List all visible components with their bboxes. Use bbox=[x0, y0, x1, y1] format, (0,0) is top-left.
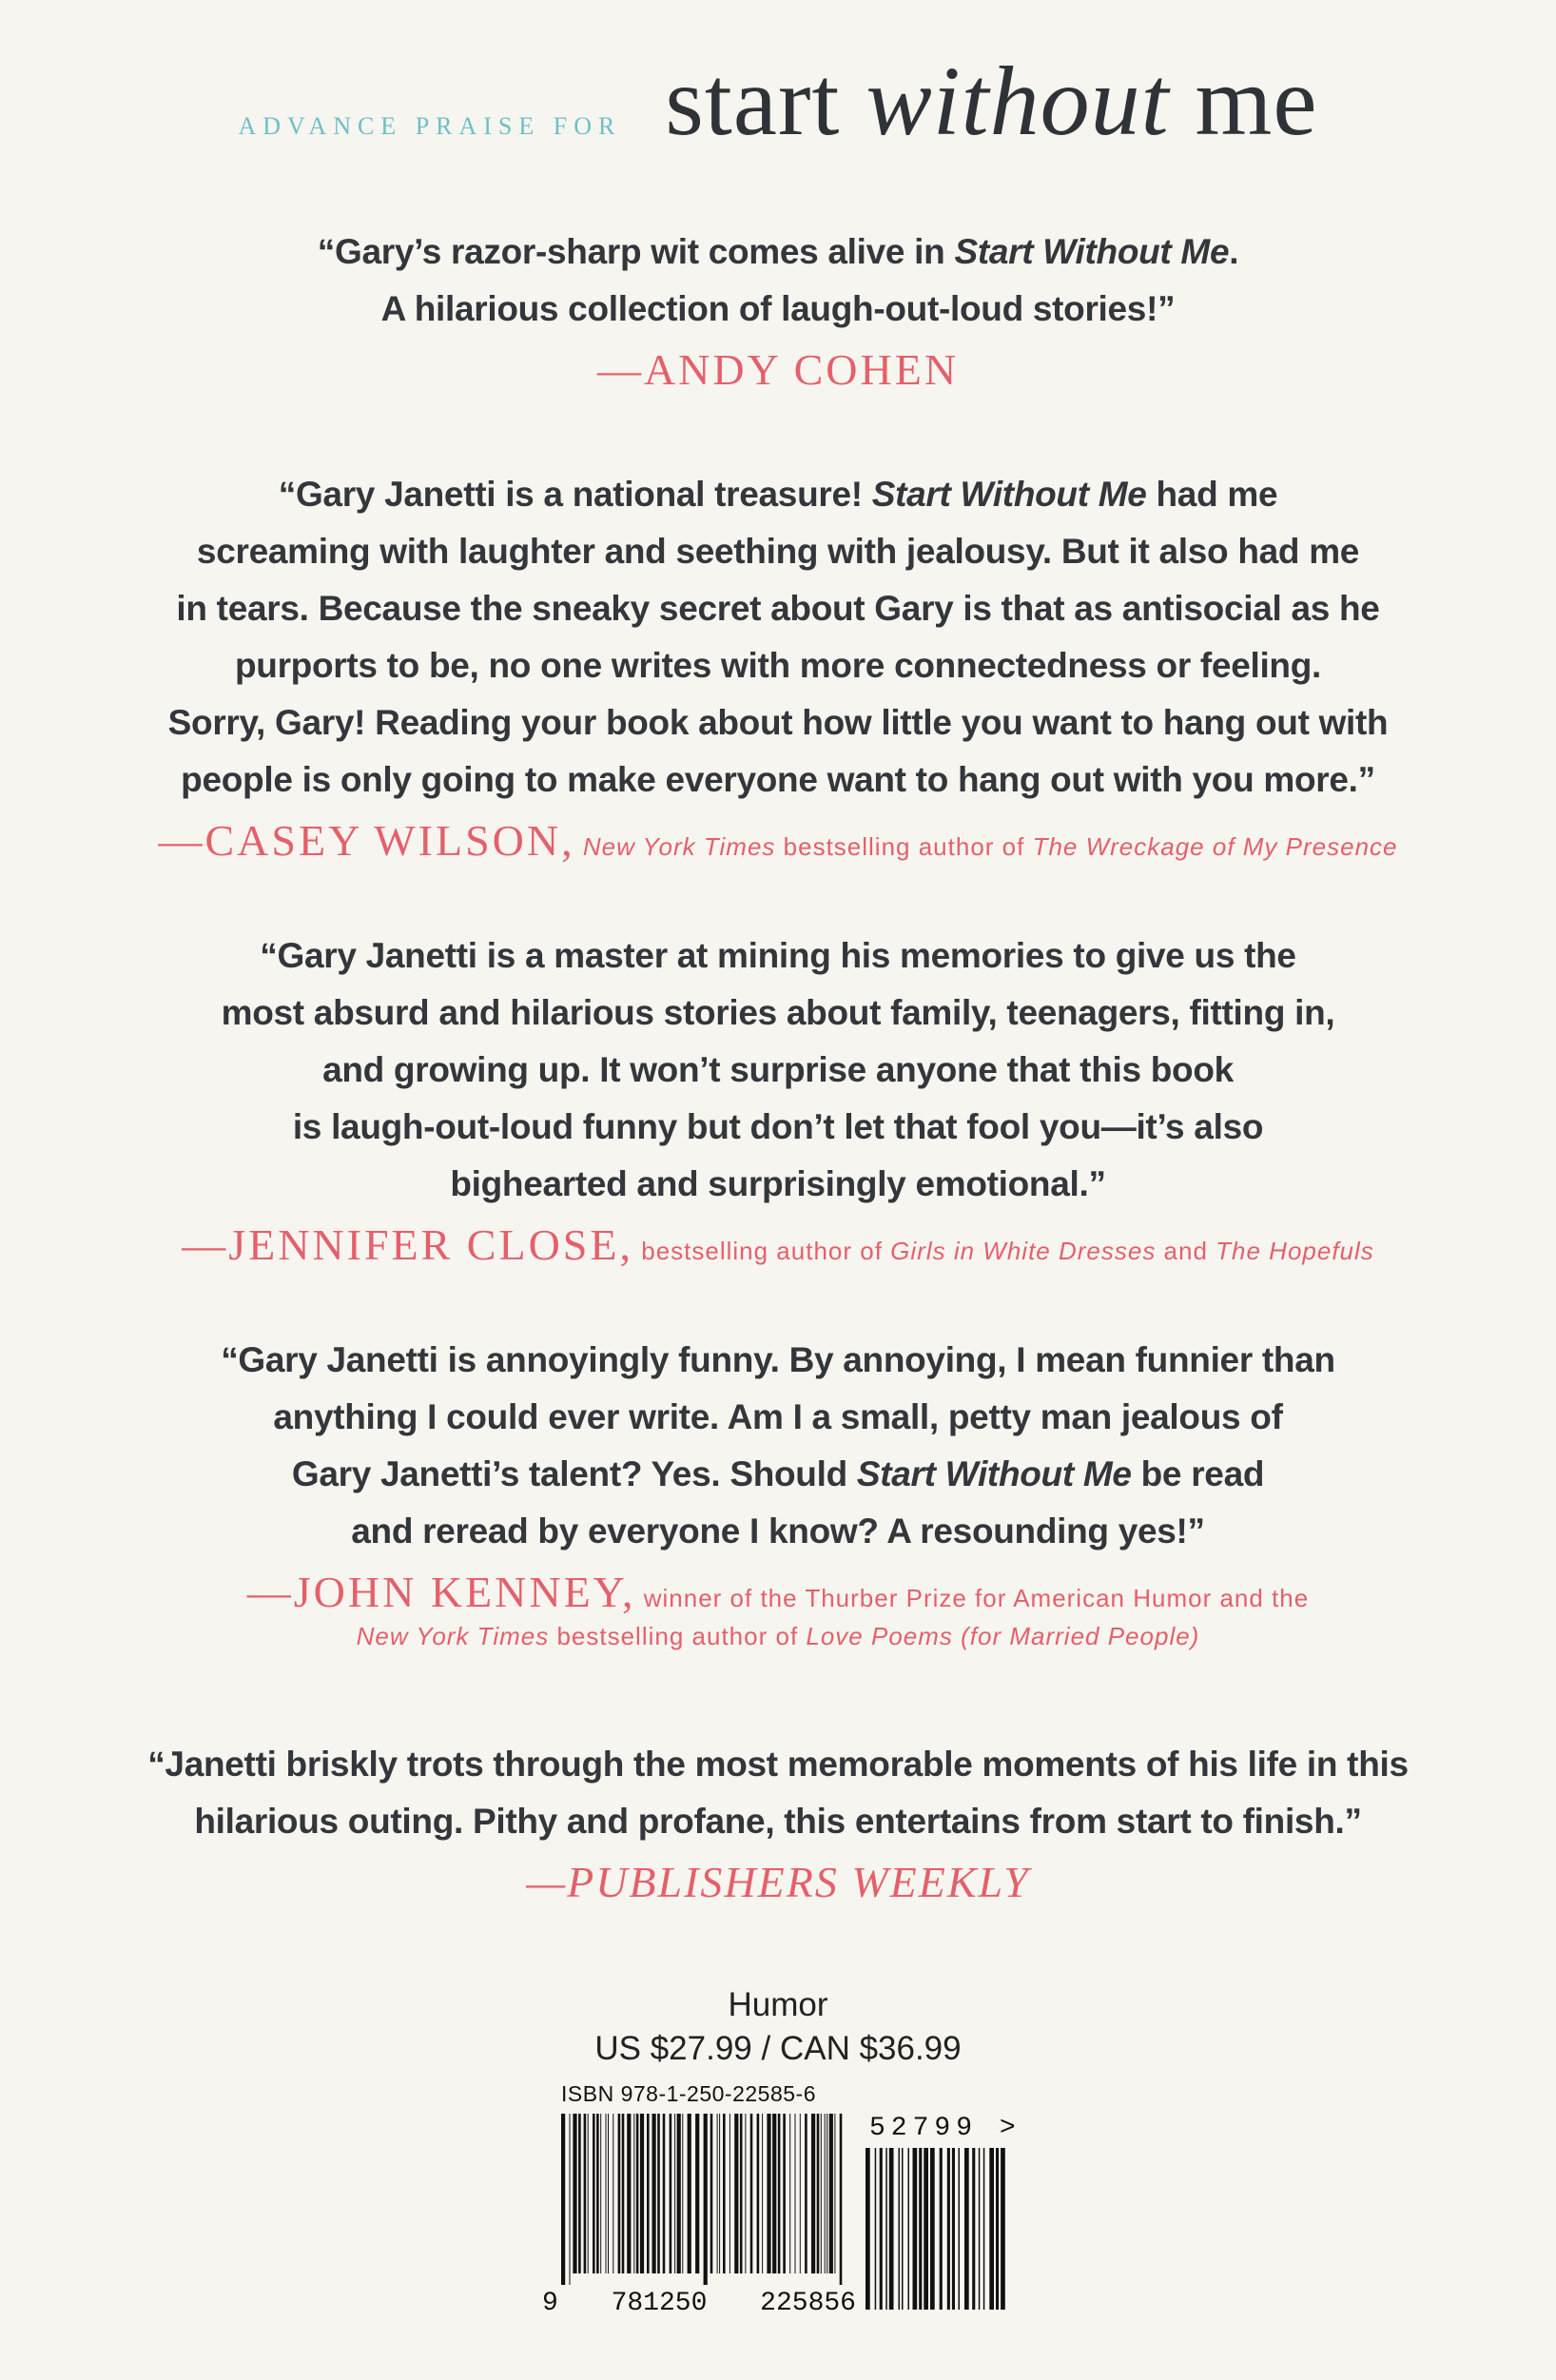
quote-line: “Gary Janetti is annoyingly funny. By annoying, I mean funnier than bbox=[221, 1340, 1335, 1379]
quote-line: people is only going to make everyone want to hang out with you more.” bbox=[181, 760, 1375, 799]
isbn-text: ISBN 978-1-250-22585-6 bbox=[561, 2081, 816, 2106]
barcode-addon-bar bbox=[908, 2148, 910, 2310]
italic-title: Girls in White Dresses bbox=[890, 1237, 1157, 1265]
quote-line: screaming with laughter and seething with jealousy. But it also had me bbox=[196, 532, 1360, 571]
barcode-bar bbox=[647, 2114, 650, 2273]
blurb-john-kenney bbox=[95, 1332, 1461, 1651]
barcode-bar bbox=[762, 2114, 763, 2273]
italic-title: New York Times bbox=[356, 1622, 550, 1651]
italic-title: Start Without Me bbox=[871, 475, 1147, 514]
barcode-bar bbox=[600, 2114, 601, 2273]
barcode-digit-right: 225856 bbox=[760, 2289, 856, 2318]
barcode-main-bars bbox=[559, 2114, 845, 2285]
barcode-bar bbox=[772, 2114, 776, 2273]
barcode-bar bbox=[729, 2114, 730, 2273]
barcode-addon-bar bbox=[979, 2148, 981, 2310]
barcode-bar bbox=[622, 2114, 625, 2273]
attribution-name: —CASEY WILSON, bbox=[158, 816, 575, 865]
italic-title: Start Without Me bbox=[954, 232, 1230, 271]
barcode-bar bbox=[618, 2114, 621, 2273]
barcode-bar bbox=[670, 2114, 672, 2273]
barcode-bar bbox=[789, 2114, 790, 2273]
barcode-bar bbox=[745, 2114, 746, 2273]
barcode-addon-bar bbox=[902, 2148, 904, 2310]
barcode-bar bbox=[570, 2114, 571, 2285]
barcode-bar bbox=[627, 2114, 631, 2273]
quote-line: Sorry, Gary! Reading your book about how little you want to hang out with bbox=[167, 703, 1389, 742]
italic-title: Start Without Me bbox=[856, 1454, 1132, 1493]
barcode-bar bbox=[811, 2114, 815, 2273]
quote-line: anything I could ever write. Am I a small, petty man jealous of bbox=[273, 1397, 1283, 1436]
barcode-bar bbox=[757, 2114, 760, 2273]
header bbox=[0, 47, 1556, 156]
header-kicker: ADVANCE PRAISE FOR bbox=[238, 112, 622, 140]
attribution-name: —JENNIFER CLOSE, bbox=[182, 1220, 633, 1269]
barcode-bar bbox=[608, 2114, 609, 2273]
barcode-bar bbox=[834, 2114, 835, 2273]
barcode-addon-bar bbox=[947, 2148, 950, 2310]
barcode-bar bbox=[674, 2114, 675, 2273]
quote-line: hilarious outing. Pithy and profane, this entertains from start to finish.” bbox=[194, 1802, 1362, 1841]
barcode-addon-bar bbox=[899, 2148, 901, 2310]
price-label: US $27.99 / CAN $36.99 bbox=[594, 2030, 962, 2067]
barcode-addon-bar bbox=[952, 2148, 955, 2310]
quote-line: in tears. Because the sneaky secret about Gary is that as antisocial as he bbox=[176, 589, 1380, 628]
blurb-andy-cohen bbox=[95, 224, 1461, 396]
italic-title: Love Poems (for Married People) bbox=[806, 1622, 1200, 1651]
barcode-addon-bar bbox=[919, 2148, 922, 2310]
barcode-bar bbox=[821, 2114, 822, 2273]
attribution-credit: New York Times bestselling author of Love Poems (for Married People) bbox=[356, 1622, 1200, 1651]
barcode-addon-bar bbox=[989, 2148, 994, 2310]
barcode-addon-bar bbox=[940, 2148, 943, 2310]
barcode-bar bbox=[663, 2114, 666, 2273]
barcode-bar bbox=[710, 2114, 713, 2273]
pricing bbox=[0, 1983, 1556, 2071]
barcode-bar bbox=[636, 2114, 639, 2273]
attribution-name: —ANDY COHEN bbox=[596, 345, 960, 394]
barcode-addon-bar bbox=[885, 2148, 887, 2310]
attribution-name: —PUBLISHERS WEEKLY bbox=[526, 1858, 1030, 1906]
genre-label: Humor bbox=[728, 1986, 828, 2023]
barcode-addon-digits: 52799 > bbox=[869, 2114, 1021, 2143]
attribution bbox=[95, 343, 1461, 396]
barcode-bar bbox=[695, 2114, 699, 2273]
barcode-addon-bar bbox=[875, 2148, 877, 2310]
barcode-bar bbox=[783, 2114, 786, 2273]
barcode-bar bbox=[800, 2114, 801, 2273]
barcode-bar bbox=[682, 2114, 683, 2273]
barcode-addon-bar bbox=[913, 2148, 918, 2310]
barcode-bar bbox=[606, 2114, 607, 2273]
barcode-addon-bar bbox=[1001, 2148, 1005, 2310]
book-title bbox=[665, 47, 1318, 156]
italic-title: The Hopefuls bbox=[1216, 1237, 1374, 1265]
attribution-credit: New York Times bestselling author of The Wreckage of My Presence bbox=[582, 832, 1398, 861]
barcode-bar bbox=[640, 2114, 644, 2273]
barcode-addon-bar bbox=[866, 2148, 870, 2310]
barcode-bar bbox=[840, 2114, 843, 2285]
barcode-bar bbox=[825, 2114, 826, 2273]
quote-line: Gary Janetti’s talent? Yes. Should Start Without Me be read bbox=[291, 1454, 1265, 1493]
barcode-bar bbox=[561, 2114, 565, 2285]
barcode-addon-bar bbox=[930, 2148, 935, 2310]
barcode-bar bbox=[719, 2114, 720, 2273]
italic-title: The Wreckage of My Presence bbox=[1032, 832, 1398, 861]
quote-line: “Gary’s razor-sharp wit comes alive in Start Without Me. bbox=[317, 232, 1239, 271]
attribution bbox=[95, 1219, 1461, 1271]
blurb-casey-wilson bbox=[95, 466, 1461, 867]
barcode-bar bbox=[723, 2114, 726, 2273]
barcode-main-digits bbox=[542, 2289, 856, 2318]
attribution bbox=[95, 1566, 1461, 1651]
quote-line: and reread by everyone I know? A resounding yes!” bbox=[351, 1512, 1205, 1551]
barcode-bar bbox=[704, 2114, 708, 2285]
barcode-bar bbox=[805, 2114, 807, 2273]
quote-line: purports to be, no one writes with more connectedness or feeling. bbox=[234, 646, 1322, 685]
barcode-addon-bars bbox=[864, 2114, 1006, 2312]
italic-title: New York Times bbox=[582, 832, 776, 861]
barcode-bar bbox=[717, 2114, 718, 2273]
barcode-bar bbox=[829, 2114, 833, 2273]
attribution-name: —JOHN KENNEY, bbox=[246, 1568, 636, 1616]
title-part-start: start bbox=[665, 47, 841, 156]
barcode-bar bbox=[652, 2114, 656, 2273]
quote-line: “Janetti briskly trots through the most memorable moments of his life in this bbox=[147, 1745, 1409, 1784]
barcode-bar bbox=[573, 2114, 576, 2273]
barcode-addon-bar bbox=[889, 2148, 894, 2310]
quote-line: bighearted and surprisingly emotional.” bbox=[450, 1164, 1106, 1203]
barcode-bar bbox=[734, 2114, 738, 2273]
barcode-bar bbox=[750, 2114, 753, 2273]
barcode-bar bbox=[677, 2114, 681, 2273]
barcode-addon-bar bbox=[880, 2148, 883, 2310]
barcode-bar bbox=[593, 2114, 595, 2273]
title-part-end: me bbox=[1195, 47, 1318, 156]
barcode-bar bbox=[588, 2114, 589, 2273]
barcode-bar bbox=[767, 2114, 770, 2273]
quote-line: most absurd and hilarious stories about family, teenagers, fitting in, bbox=[221, 993, 1335, 1032]
blurb-publishers-weekly bbox=[57, 1736, 1499, 1908]
barcode-digit-prefix: 9 bbox=[542, 2289, 558, 2318]
barcode-bar bbox=[740, 2114, 743, 2273]
barcode-bar bbox=[578, 2114, 581, 2273]
quote-line: “Gary Janetti is a master at mining his memories to give us the bbox=[260, 936, 1296, 975]
barcode-addon-bar bbox=[964, 2148, 969, 2310]
barcode-bar bbox=[688, 2114, 691, 2273]
barcode-addon-bar bbox=[959, 2148, 961, 2310]
barcode-bar bbox=[596, 2114, 599, 2273]
title-part-italic: without bbox=[866, 47, 1170, 156]
barcode bbox=[542, 2081, 1054, 2329]
barcode-bar bbox=[817, 2114, 820, 2273]
attribution-credit: bestselling author of Girls in White Dresses and The Hopefuls bbox=[641, 1237, 1374, 1265]
barcode-bar bbox=[657, 2114, 660, 2273]
attribution bbox=[95, 814, 1461, 867]
barcode-addon-bar bbox=[972, 2148, 975, 2310]
quote-line: and growing up. It won’t surprise anyone that this book bbox=[322, 1050, 1234, 1089]
quote-line: A hilarious collection of laugh-out-loud stories!” bbox=[380, 289, 1176, 328]
barcode-digit-left: 781250 bbox=[611, 2289, 708, 2318]
blurb-jennifer-close bbox=[95, 927, 1461, 1271]
attribution-credit: winner of the Thurber Prize for American Humor and the bbox=[643, 1584, 1310, 1612]
quote-line: “Gary Janetti is a national treasure! Start Without Me had me bbox=[278, 475, 1278, 514]
quote-line: is laugh-out-loud funny but don’t let that fool you—it’s also bbox=[292, 1107, 1264, 1146]
barcode-addon-bar bbox=[996, 2148, 999, 2310]
barcode-bar bbox=[633, 2114, 634, 2273]
barcode-addon-bar bbox=[924, 2148, 928, 2310]
attribution bbox=[57, 1856, 1499, 1908]
barcode-bar bbox=[795, 2114, 796, 2273]
barcode-bar bbox=[778, 2114, 781, 2273]
barcode-addon-bar bbox=[983, 2148, 985, 2310]
barcode-bar bbox=[584, 2114, 587, 2273]
